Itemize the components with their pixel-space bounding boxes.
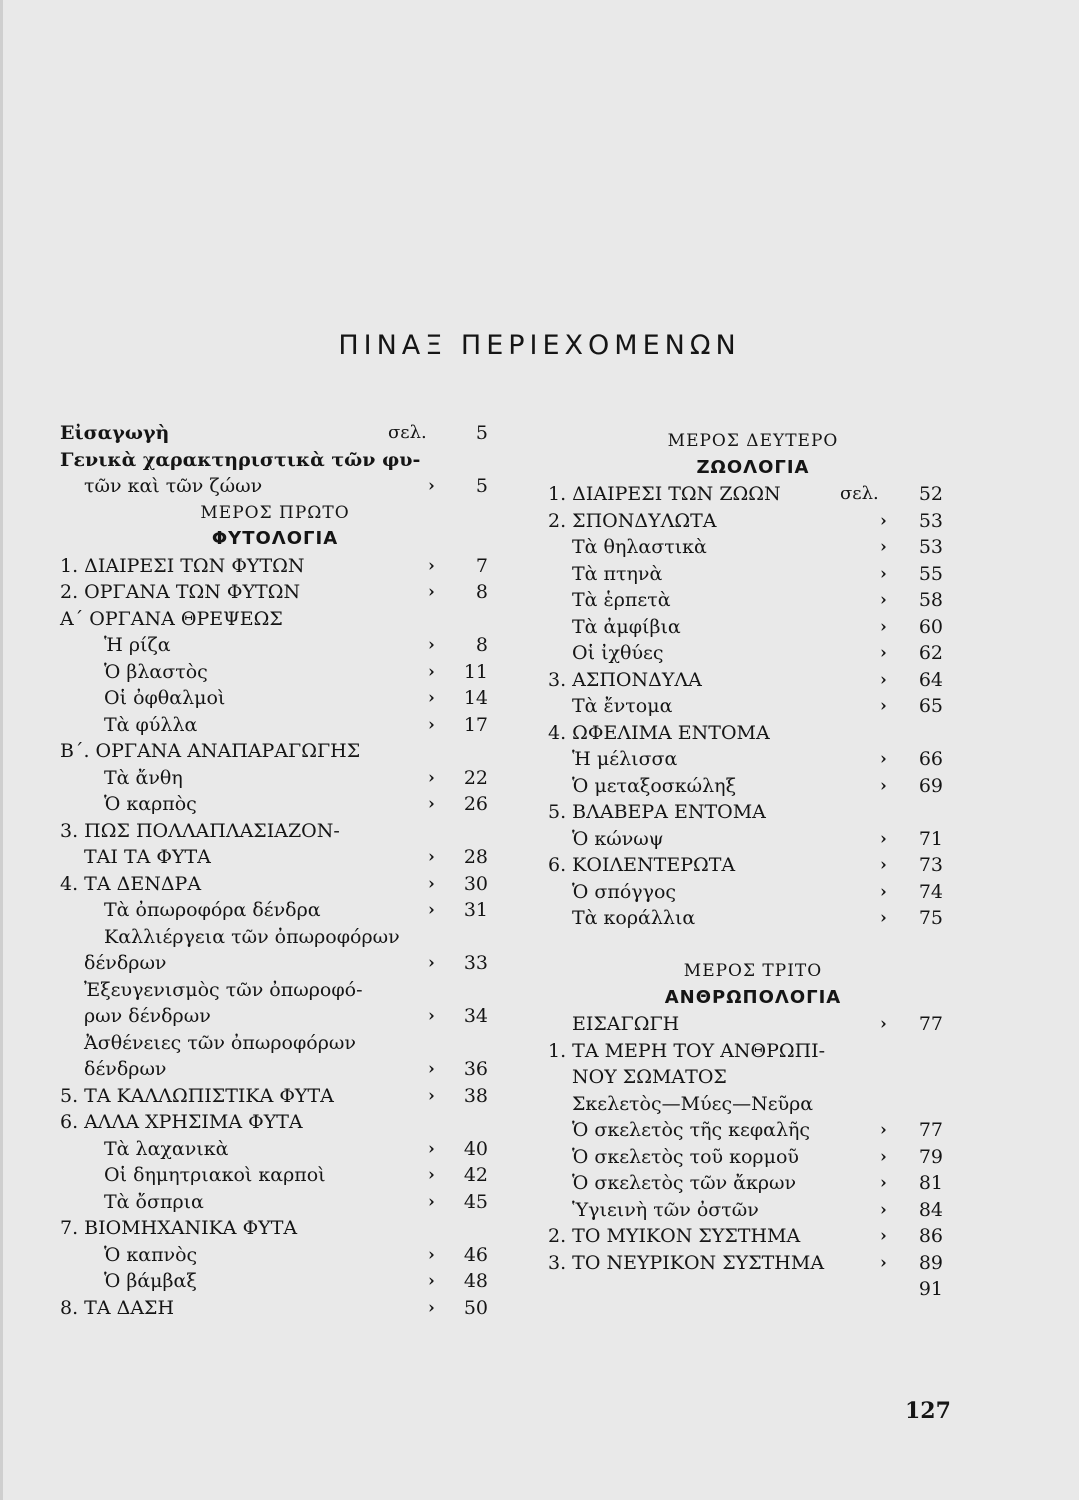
toc-entry (60, 447, 490, 474)
toc-entry-text: 5. ΒΛΑΒΕΡΑ ΕΝΤΟΜΑ (548, 801, 766, 823)
page-ref: 69 (918, 774, 943, 797)
toc-entry-text: Καλλιέργεια τῶν ὀπωροφόρων (104, 925, 400, 948)
page-ref: 48 (463, 1270, 488, 1292)
toc-entry-text: Ὁ μεταξοσκώληξ (572, 774, 737, 797)
ditto-mark: › (428, 953, 435, 973)
toc-entry (60, 738, 490, 765)
toc-entry (60, 473, 490, 500)
toc-entry (60, 1242, 490, 1269)
page-ref: 40 (463, 1137, 488, 1160)
toc-entry (60, 897, 490, 924)
toc-entry (60, 1162, 490, 1189)
page-ref: 8 (475, 634, 488, 656)
toc-entry-text: Τὰ ἑρπετὰ (572, 589, 671, 611)
toc-entry (548, 693, 958, 720)
toc-entry (548, 1038, 958, 1065)
toc-entry (60, 1215, 490, 1242)
toc-entry-text: τῶν καὶ τῶν ζώων (84, 475, 263, 497)
toc-entry (548, 667, 958, 694)
page-number: 127 (905, 1398, 951, 1424)
toc-entry-text: Ὁ καπνὸς (104, 1243, 198, 1266)
toc-entry (548, 932, 958, 959)
toc-entry (60, 924, 490, 951)
toc-entry-text: 4. ΩΦΕΛΙΜΑ ΕΝΤΟΜΑ (548, 721, 770, 744)
toc-entry (548, 640, 958, 667)
toc-entry-text: Ὁ σπόγγος (572, 880, 677, 903)
page-ref: 75 (918, 907, 943, 929)
ditto-mark: › (428, 1006, 435, 1026)
toc-entry (60, 420, 490, 447)
toc-entry (548, 1223, 958, 1250)
toc-entry-text: Τὰ πτηνὰ (572, 562, 663, 585)
page-ref: 45 (463, 1190, 488, 1213)
page-edge (0, 0, 3, 1500)
page-ref: 89 (918, 1251, 943, 1274)
toc-entry-text: ΕΙΣΑΓΩΓΗ (572, 1013, 680, 1035)
toc-entry-text: Ὁ κώνωψ (572, 827, 664, 850)
toc-entry (548, 1250, 958, 1277)
ditto-mark: › (880, 775, 887, 796)
toc-entry (60, 950, 490, 977)
ditto-mark: › (428, 476, 435, 496)
toc-entry-text: Οἱ ὀφθαλμοὶ (104, 687, 226, 709)
toc-entry (60, 765, 490, 792)
ditto-mark: › (428, 635, 435, 655)
toc-entry (60, 1030, 490, 1057)
ditto-mark: › (880, 828, 887, 849)
toc-entry (548, 508, 958, 535)
ditto-mark: › (880, 881, 887, 902)
toc-entry-text: Ὑγιεινὴ τῶν ὀστῶν (572, 1198, 759, 1221)
toc-entry (548, 852, 958, 879)
page-ref: 84 (918, 1198, 943, 1221)
toc-entry-text: Τὰ θηλαστικὰ (572, 536, 707, 558)
toc-entry (60, 659, 490, 686)
ditto-mark: › (880, 616, 887, 637)
page-ref: 34 (463, 1005, 488, 1027)
toc-entry-text: Τὰ ἔντομα (572, 695, 673, 717)
page-ref: 5 (475, 422, 488, 444)
toc-entry-text: Ἀσθένειες τῶν ὀπωροφόρων (84, 1031, 356, 1054)
page-ref: 53 (918, 536, 943, 558)
toc-entry-text: Ὁ σκελετὸς τῶν ἄκρων (572, 1172, 797, 1194)
ditto-mark: › (428, 847, 435, 867)
toc-entry-text: ΜΕΡΟΣ ΠΡΩΤΟ (200, 502, 350, 523)
page-ref: 5 (475, 475, 488, 497)
page-ref: 46 (463, 1243, 488, 1266)
toc-entry-text: 2. ΣΠΟΝΔΥΛΩΤΑ (548, 509, 717, 532)
ditto-mark: › (880, 669, 887, 690)
toc-entry (60, 1268, 490, 1295)
toc-entry (60, 791, 490, 818)
toc-entry-text: Τὰ ὄσπρια (104, 1190, 204, 1213)
ditto-mark: › (880, 1120, 887, 1140)
ditto-mark: › (428, 1059, 435, 1079)
toc-entry (548, 1091, 958, 1118)
toc-entry (60, 1109, 490, 1136)
ditto-mark: › (880, 1252, 887, 1273)
page-ref: 11 (463, 660, 488, 683)
ditto-mark: › (880, 908, 887, 928)
toc-entry (548, 1011, 958, 1038)
page-ref: 28 (463, 846, 488, 868)
toc-entry-text: ΤΑΙ ΤΑ ΦΥΤΑ (84, 846, 211, 868)
toc-entry (60, 844, 490, 871)
ditto-mark: › (880, 749, 887, 769)
ditto-mark: › (428, 661, 435, 682)
page-ref: 79 (918, 1145, 943, 1168)
toc-entry-text: Γενικὰ χαρακτηριστικὰ τῶν φυ- (60, 448, 421, 471)
page-ref: 50 (463, 1296, 488, 1319)
toc-entry (60, 606, 490, 633)
toc-entry-text: Ὁ βάμβαξ (104, 1270, 197, 1292)
toc-entry (60, 1136, 490, 1163)
toc-entry (548, 481, 958, 508)
toc-entry (548, 455, 958, 482)
toc-entry (548, 905, 958, 932)
toc-entry-text: 3. ΑΣΠΟΝΔΥΛΑ (548, 668, 702, 691)
toc-entry-text: 7. ΒΙΟΜΗΧΑΝΙΚΑ ΦΥΤΑ (60, 1217, 298, 1239)
toc-entry (60, 1003, 490, 1030)
page-ref: 14 (463, 687, 488, 709)
ditto-mark: › (428, 582, 435, 602)
toc-entry (548, 1144, 958, 1171)
page-ref: 91 (918, 1278, 943, 1300)
toc-entry (548, 1197, 958, 1224)
page-ref: 22 (463, 766, 488, 789)
toc-entry (60, 632, 490, 659)
ditto-mark: › (880, 1226, 887, 1246)
toc-entry (548, 1276, 958, 1303)
toc-entry (548, 534, 958, 561)
toc-entry (548, 958, 958, 985)
ditto-mark: › (880, 590, 887, 610)
toc-entry-text: 1. ΤΑ ΜΕΡΗ ΤΟΥ ΑΝΘΡΩΠΙ- (548, 1039, 826, 1062)
ditto-mark: › (428, 1297, 435, 1318)
page-ref: 71 (918, 827, 943, 850)
toc-entry (60, 818, 490, 845)
toc-entry-text: 6. ΚΟΙΛΕΝΤΕΡΩΤΑ (548, 854, 736, 876)
page-ref: 58 (918, 589, 943, 611)
page-ref: 36 (463, 1058, 488, 1080)
ditto-mark: › (428, 1244, 435, 1265)
toc-entry (60, 977, 490, 1004)
toc-entry-text: Τὰ λαχανικὰ (104, 1137, 229, 1160)
toc-entry (60, 553, 490, 580)
toc-entry (548, 428, 958, 455)
page-ref: 52 (918, 483, 943, 505)
page-ref: 31 (463, 899, 488, 921)
toc-entry (548, 561, 958, 588)
toc-entry-text: Σκελετὸς—Μύες—Νεῦρα (572, 1092, 814, 1115)
page-abbrev: σελ. (388, 422, 427, 443)
toc-entry-text: 3. ΤΟ ΝΕΥΡΙΚΟΝ ΣΥΣΤΗΜΑ (548, 1251, 825, 1274)
page-ref: 73 (918, 854, 943, 876)
ditto-mark: › (428, 794, 435, 814)
toc-entry-text: Τὰ κοράλλια (572, 907, 696, 929)
ditto-mark: › (428, 1085, 435, 1106)
toc-entry-text: ΦΥΤΟΛΟΓΙΑ (211, 528, 339, 549)
toc-entry-text: Ὁ καρπὸς (104, 793, 197, 815)
toc-entry (548, 1064, 958, 1091)
page-ref: 77 (918, 1119, 943, 1141)
page-ref: 38 (463, 1084, 488, 1107)
toc-entry-text: Ὁ σκελετὸς τοῦ κορμοῦ (572, 1145, 799, 1168)
page-ref: 60 (918, 615, 943, 638)
toc-entry-text: δένδρων (84, 1058, 167, 1080)
toc-entry-text: Τὰ ὀπωροφόρα δένδρα (104, 899, 321, 921)
toc-entry (60, 1083, 490, 1110)
toc-entry-text: 3. ΠΩΣ ΠΟΛΛΑΠΛΑΣΙΑΖΟΝ- (60, 819, 340, 842)
right-column (548, 428, 958, 1303)
toc-entry-text: δένδρων (84, 952, 167, 974)
toc-entry (548, 614, 958, 641)
toc-entry (60, 685, 490, 712)
toc-entry-text: ΜΕΡΟΣ ΔΕΥΤΕΡΟ (667, 431, 839, 451)
toc-entry (60, 526, 490, 553)
toc-entry (60, 1189, 490, 1216)
page-ref: 62 (918, 642, 943, 664)
toc-entry-text: Α΄ ΟΡΓΑΝΑ ΘΡΕΨΕΩΣ (60, 607, 283, 630)
toc-entry-text: Τὰ ἄνθη (104, 766, 183, 789)
toc-entry-text: Ἡ μέλισσα (572, 748, 678, 770)
toc-entry-text: Εἰσαγωγὴ (60, 422, 170, 444)
toc-entry-text: 2. ΟΡΓΑΝΑ ΤΩΝ ΦΥΤΩΝ (60, 581, 301, 603)
toc-entry-text: Τὰ φύλλα (104, 713, 198, 736)
toc-entry-text: Ὁ βλαστὸς (104, 660, 208, 683)
toc-entry (548, 1170, 958, 1197)
ditto-mark: › (428, 767, 435, 788)
toc-entry (60, 579, 490, 606)
toc-entry-text: 1. ΔΙΑΙΡΕΣΙ ΤΩΝ ΖΩΩΝ (548, 483, 781, 505)
toc-entry-text: ΝΟΥ ΣΩΜΑΤΟΣ (572, 1066, 727, 1088)
ditto-mark: › (880, 537, 887, 557)
toc-entry (548, 773, 958, 800)
ditto-mark: › (880, 1014, 887, 1034)
toc-entry-text: 1. ΔΙΑΙΡΕΣΙ ΤΩΝ ΦΥΤΩΝ (60, 554, 305, 577)
toc-entry (60, 500, 490, 527)
toc-entry (548, 587, 958, 614)
toc-entry-text: Οἱ ἰχθύες (572, 642, 664, 664)
left-column (60, 420, 490, 1321)
page-ref: 86 (918, 1225, 943, 1247)
toc-entry (548, 799, 958, 826)
ditto-mark: › (880, 510, 887, 531)
toc-entry (60, 712, 490, 739)
toc-entry-text: Ὁ σκελετὸς τῆς κεφαλῆς (572, 1119, 811, 1141)
page-ref: 53 (918, 509, 943, 532)
toc-entry (548, 985, 958, 1012)
ditto-mark: › (428, 714, 435, 735)
page-ref: 26 (463, 793, 488, 815)
page-ref: 81 (918, 1172, 943, 1194)
page-ref: 66 (918, 748, 943, 770)
ditto-mark: › (880, 1173, 887, 1193)
page-ref: 42 (463, 1164, 488, 1186)
page-ref: 77 (918, 1013, 943, 1035)
ditto-mark: › (880, 855, 887, 875)
toc-entry-text: Οἱ δημητριακοὶ καρποὶ (104, 1164, 326, 1186)
toc-entry (60, 871, 490, 898)
toc-entry-text: Τὰ ἀμφίβια (572, 615, 681, 638)
page-ref: 64 (918, 668, 943, 691)
toc-entry-text: Ἡ ρίζα (104, 634, 171, 656)
ditto-mark: › (428, 1191, 435, 1212)
ditto-mark: › (880, 563, 887, 584)
toc-entry-text: Ἐξευγενισμὸς τῶν ὀπωροφό- (84, 978, 363, 1001)
ditto-mark: › (880, 1146, 887, 1167)
page-ref: 74 (918, 880, 943, 903)
ditto-mark: › (428, 555, 435, 576)
ditto-mark: › (428, 873, 435, 894)
toc-entry (548, 879, 958, 906)
page-ref: 65 (918, 695, 943, 717)
page-title: ΠΙΝΑΞ ΠΕΡΙΕΧΟΜΕΝΩΝ (338, 330, 741, 361)
ditto-mark: › (428, 1138, 435, 1159)
toc-entry (60, 1056, 490, 1083)
toc-entry (60, 1295, 490, 1322)
toc-entry (548, 720, 958, 747)
page-ref: 33 (463, 952, 488, 974)
page-ref: 55 (918, 562, 943, 585)
page-ref: 8 (475, 581, 488, 603)
ditto-mark: › (880, 696, 887, 716)
ditto-mark: › (428, 1271, 435, 1291)
toc-entry (548, 1117, 958, 1144)
ditto-mark: › (880, 643, 887, 663)
ditto-mark: › (880, 1199, 887, 1220)
toc-entry-text: 6. ΑΛΛΑ ΧΡΗΣΙΜΑ ΦΥΤΑ (60, 1111, 303, 1133)
toc-entry (548, 826, 958, 853)
toc-entry (548, 746, 958, 773)
page-ref: 30 (463, 872, 488, 895)
ditto-mark: › (428, 1165, 435, 1185)
toc-entry-text: ΖΩΟΛΟΓΙΑ (696, 456, 810, 478)
toc-entry-text: 5. ΤΑ ΚΑΛΛΩΠΙΣΤΙΚΑ ΦΥΤΑ (60, 1084, 334, 1107)
toc-entry-text: 4. ΤΑ ΔΕΝΔΡΑ (60, 872, 202, 895)
ditto-mark: › (428, 688, 435, 708)
toc-entry-text: ΑΝΘΡΩΠΟΛΟΓΙΑ (664, 986, 842, 1008)
page-ref: 7 (475, 554, 488, 577)
toc-entry-text: ΜΕΡΟΣ ΤΡΙΤΟ (683, 961, 823, 981)
toc-entry-text: 2. ΤΟ ΜΥΙΚΟΝ ΣΥΣΤΗΜΑ (548, 1225, 801, 1247)
page-abbrev: σελ. (840, 483, 879, 504)
toc-entry-text: 8. ΤΑ ΔΑΣΗ (60, 1296, 175, 1319)
page-ref: 17 (463, 713, 488, 736)
ditto-mark: › (428, 900, 435, 920)
toc-entry-text: Β΄. ΟΡΓΑΝΑ ΑΝΑΠΑΡΑΓΩΓΗΣ (60, 740, 361, 762)
toc-entry-text: ρων δένδρων (84, 1005, 211, 1027)
